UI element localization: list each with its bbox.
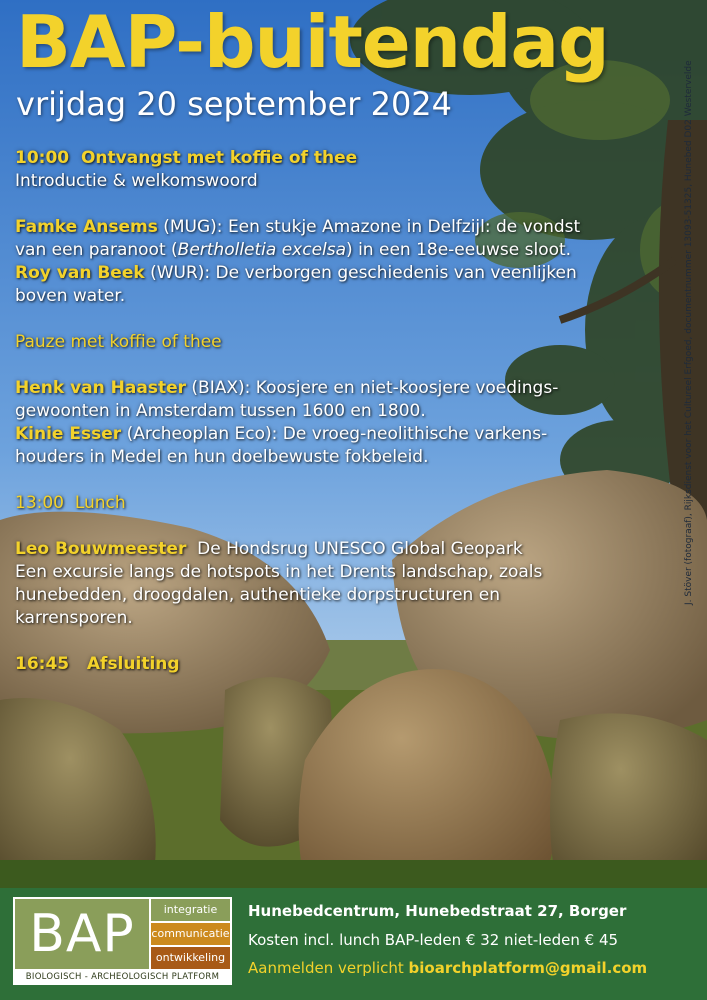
opening-time: 10:00 bbox=[15, 148, 70, 168]
program-intro: Introductie & welkomswoord bbox=[15, 171, 258, 191]
talk-van-beek bbox=[15, 262, 655, 285]
talk-esser bbox=[15, 423, 655, 446]
talk-ansems bbox=[15, 216, 655, 239]
excursion-line-2: hunebedden, droogdalen, authentieke dorpstructuren en bbox=[15, 585, 500, 605]
closing-time: 16:45 bbox=[15, 654, 70, 674]
speaker-name: Henk van Haaster bbox=[15, 378, 186, 398]
talk-title: De vroeg-neolithische varkens- bbox=[282, 424, 548, 444]
logo-wordmark: BAP bbox=[15, 899, 149, 969]
excursion-heading bbox=[15, 538, 655, 561]
talk-title: De verborgen geschiedenis van veenlijken bbox=[215, 263, 577, 283]
talk-ansems-cont bbox=[15, 239, 655, 262]
logo-tag-communicatie: communicatie bbox=[151, 923, 230, 945]
speaker-name: Famke Ansems bbox=[15, 217, 158, 237]
excursion-title: De Hondsrug UNESCO Global Geopark bbox=[197, 539, 523, 559]
lunch-time: 13:00 bbox=[15, 493, 64, 513]
speaker-org: (WUR): bbox=[150, 263, 211, 283]
event-date: vrijdag 20 september 2024 bbox=[16, 85, 453, 123]
logo-tag-ontwikkeling: ontwikkeling bbox=[151, 947, 230, 969]
program-break: Pauze met koffie of thee bbox=[15, 332, 222, 352]
excursion-line-3: karrensporen. bbox=[15, 608, 133, 628]
logo-subtitle: BIOLOGISCH - ARCHEOLOGISCH PLATFORM bbox=[25, 972, 220, 982]
lunch-label: Lunch bbox=[74, 493, 126, 513]
registration bbox=[248, 959, 647, 977]
talk-van-haaster bbox=[15, 377, 655, 400]
photo-credit: J. Stöver (fotograaf), Rijksdienst voor het Cultureel Erfgoed, documentnummer 13093-51325, Hunebed D02 Westervelde bbox=[684, 60, 694, 605]
program bbox=[15, 147, 655, 676]
event-costs: Kosten incl. lunch BAP-leden € 32 niet-leden € 45 bbox=[248, 931, 619, 949]
speaker-org: (Archeoplan Eco): bbox=[126, 424, 278, 444]
bap-logo bbox=[13, 897, 232, 985]
speaker-org: (MUG): bbox=[163, 217, 223, 237]
talk-van-beek-cont: boven water. bbox=[15, 286, 126, 306]
logo-tag-integratie: integratie bbox=[151, 899, 230, 921]
speaker-name: Roy van Beek bbox=[15, 263, 145, 283]
excursion-line-1: Een excursie langs de hotspots in het Drents landschap, zoals bbox=[15, 562, 543, 582]
talk-van-haaster-cont: gewoonten in Amsterdam tussen 1600 en 1800. bbox=[15, 401, 426, 421]
program-closing bbox=[15, 653, 655, 676]
venue-address: Hunebedcentrum, Hunebedstraat 27, Borger bbox=[248, 902, 627, 920]
speaker-name: Leo Bouwmeester bbox=[15, 539, 187, 559]
talk-title-end: ) in een 18e-eeuwse sloot. bbox=[346, 240, 572, 260]
contact-email[interactable]: bioarchplatform@gmail.com bbox=[408, 959, 648, 977]
closing-label: Afsluiting bbox=[86, 654, 180, 674]
talk-title-cont: van een paranoot ( bbox=[15, 240, 178, 260]
talk-title: Koosjere en niet-koosjere voedings- bbox=[255, 378, 559, 398]
talk-esser-cont: houders in Medel en hun doelbewuste fokbeleid. bbox=[15, 447, 429, 467]
speaker-org: (BIAX): bbox=[191, 378, 251, 398]
register-label: Aanmelden verplicht bbox=[248, 959, 404, 977]
event-title: BAP-buitendag bbox=[16, 0, 609, 84]
program-opening bbox=[15, 147, 655, 170]
talk-title: Een stukje Amazone in Delfzijl: de vondst bbox=[227, 217, 581, 237]
program-lunch bbox=[15, 492, 655, 515]
species-name: Bertholletia excelsa bbox=[177, 240, 347, 260]
opening-label: Ontvangst met koffie of thee bbox=[80, 148, 358, 168]
footer bbox=[0, 888, 707, 1000]
speaker-name: Kinie Esser bbox=[15, 424, 122, 444]
